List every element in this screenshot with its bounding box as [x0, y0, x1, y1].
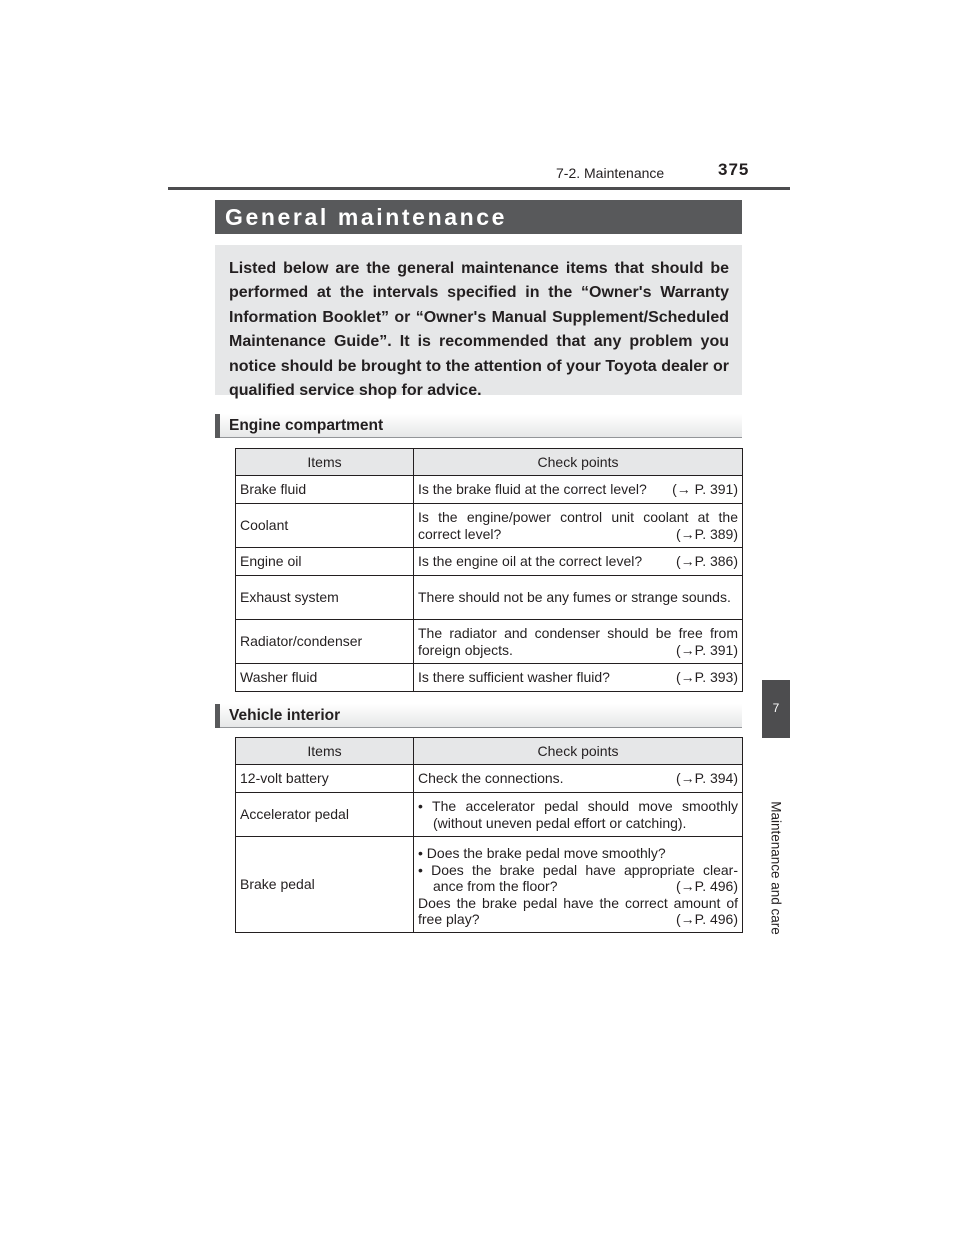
page-number: 375	[718, 160, 750, 179]
table-row	[236, 793, 743, 837]
table-row	[236, 476, 743, 504]
table-row	[236, 664, 743, 692]
engine-compartment-table	[235, 448, 743, 692]
item-cell: Brake pedal	[236, 837, 414, 933]
check-text: There should not be any fumes or strange sounds.	[418, 589, 731, 606]
item-cell: Accelerator pedal	[236, 793, 414, 837]
check-cell	[414, 837, 743, 933]
table-row	[236, 504, 743, 548]
table-header-row	[236, 449, 743, 476]
intro-text: Listed below are the general maintenance items that should be performed at the intervals specified in the “Owner's Warranty Information Booklet” or “Owner's Manual Supplement/Scheduled Maintenance Guide”. It is recommended that any problem you notice should be brought to the attention of your Toyota dealer or qualified service shop for advice.	[229, 260, 729, 400]
item-cell: Engine oil	[236, 548, 414, 576]
check-cell	[414, 548, 743, 576]
heading-marker	[215, 704, 220, 728]
heading-label: Engine compartment	[229, 417, 384, 434]
column-header-items: Items	[236, 738, 414, 765]
check-cell	[414, 576, 743, 620]
item-cell: 12-volt battery	[236, 765, 414, 793]
table-row	[236, 837, 743, 933]
page-reference: (→P. 496)	[676, 878, 738, 894]
table-header-row	[236, 738, 743, 765]
check-text: Is the engine/power control unit coolant at the correct level?	[418, 509, 738, 542]
check-text-block	[418, 895, 738, 928]
check-text: Check the connections.	[418, 770, 564, 787]
check-text: Does the brake pedal have the correct amount of free play?	[418, 894, 738, 927]
heading-marker	[215, 414, 220, 438]
running-header-section: 7-2. Maintenance	[556, 165, 665, 181]
table-row	[236, 620, 743, 664]
page-reference: (→P. 386)	[676, 553, 738, 570]
header-divider	[168, 187, 790, 190]
chapter-tab: 7	[762, 680, 790, 738]
column-header-items: Items	[236, 449, 414, 476]
bullet-body: • Does the brake pedal have appropriate clear-ance from the floor?	[418, 861, 738, 894]
table-row	[236, 765, 743, 793]
table-row	[236, 576, 743, 620]
check-text: Is the engine oil at the correct level?	[418, 553, 643, 570]
page-reference: (→P. 391)	[676, 641, 738, 658]
column-header-check-points: Check points	[414, 449, 743, 476]
page-reference: (→P. 496)	[676, 911, 738, 927]
chapter-label: Maintenance and care	[768, 801, 784, 935]
page-reference: (→P. 389)	[676, 525, 738, 542]
item-cell: Brake fluid	[236, 476, 414, 504]
check-cell	[414, 664, 743, 692]
table-row	[236, 548, 743, 576]
item-cell: Washer fluid	[236, 664, 414, 692]
bullet-text	[418, 862, 738, 895]
item-cell: Exhaust system	[236, 576, 414, 620]
page-reference: (→ P. 391)	[672, 481, 738, 498]
column-header-check-points: Check points	[414, 738, 743, 765]
check-cell	[414, 476, 743, 504]
page-reference: (→P. 394)	[676, 770, 738, 787]
item-cell: Radiator/condenser	[236, 620, 414, 664]
item-cell: Coolant	[236, 504, 414, 548]
bullet-text: • Does the brake pedal move smoothly?	[418, 845, 666, 861]
check-cell	[414, 793, 743, 837]
heading-label: Vehicle interior	[229, 707, 341, 724]
check-text: The radiator and condenser should be free from foreign objects.	[418, 625, 738, 658]
vehicle-interior-table	[235, 737, 743, 933]
check-cell	[414, 765, 743, 793]
check-text: Is the brake fluid at the correct level?	[418, 481, 647, 498]
check-text: Is there sufficient washer fluid?	[418, 669, 610, 686]
vehicle-interior-heading	[215, 704, 742, 728]
engine-compartment-heading	[215, 414, 742, 438]
intro-box	[215, 245, 742, 400]
page-reference: (→P. 393)	[676, 669, 738, 686]
page-title: General maintenance	[215, 200, 742, 234]
bullet-text: • The accelerator pedal should move smoothly (without uneven pedal effort or catching).	[418, 798, 738, 831]
check-cell	[414, 504, 743, 548]
check-cell	[414, 620, 743, 664]
